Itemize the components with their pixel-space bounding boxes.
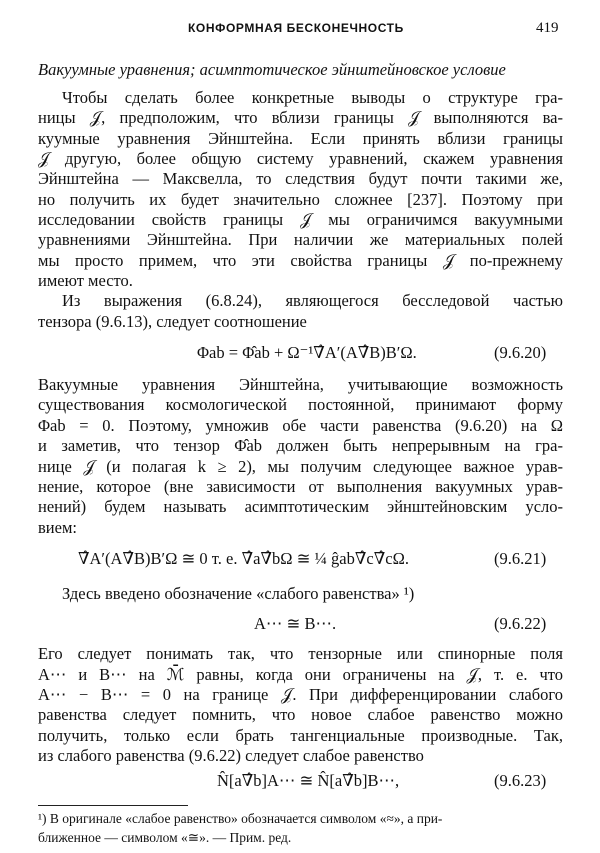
paragraph-line: A⋯ и B⋯ на ℳ̄ равны, когда они ограничены на 𝒥, т. е. что [38,665,563,684]
footnote-divider [38,805,188,806]
paragraph-line: и заметив, что тензор Φ̂ab должен быть непрерывным на гра- [38,436,563,455]
paragraph-line: Эйнштейна — Максвелла, то следствия будут почти такими же, [38,169,563,188]
paragraph-line: мы просто примем, что эти свойства границы 𝒥 по-прежнему [38,251,563,270]
paragraph-line: исследовании свойств границы 𝒥 мы ограничимся вакуумными [38,210,563,229]
equation-number: (9.6.23) [494,771,547,790]
paragraph-line: имеют место. [38,271,133,290]
paragraph-line: существования космологической постоянной, принимают форму [38,395,563,414]
paragraph-line: Его следует понимать так, что тензорные или спинорные поля [38,644,563,663]
paragraph-line: куумные уравнения Эйнштейна. Если принять вблизи границы [38,129,563,148]
equation-number: (9.6.22) [494,614,547,633]
running-title: КОНФОРМНАЯ БЕСКОНЕЧНОСТЬ [188,21,404,35]
section-heading: Вакуумные уравнения; асимптотическое эйнштейновское условие [38,60,506,79]
paragraph-line: Вакуумные уравнения Эйнштейна, учитывающие возможность [38,375,563,394]
footnote-line: ¹) В оригинале «слабое равенство» обозначается символом «≈», а при- [38,811,443,826]
paragraph-line: вием: [38,518,77,537]
equation-9-6-22: A⋯ ≅ B⋯. [254,614,337,633]
paragraph-line: нице 𝒥 (и полагая k ≥ 2), мы получим следующее важное урав- [38,457,563,476]
paragraph-line: из слабого равенства (9.6.22) следует слабое равенство [38,746,424,765]
page-header [0,21,600,41]
paragraph-line: но получить их будет значительно сложнее [237]. Поэтому при [38,190,563,209]
paragraph-line: 𝒥 другую, более общую систему уравнений, скажем уравнения [38,149,563,168]
paragraph-line: Φab = 0. Поэтому, умножив обе части равенства (9.6.20) на Ω [38,416,563,435]
paragraph-line: Чтобы сделать более конкретные выводы о структуре гра- [62,88,563,107]
equation-number: (9.6.20) [494,343,547,362]
paragraph-line: уравнениями Эйнштейна. При наличии же материальных полей [38,230,563,249]
paragraph-line: получить, только если брать тангенциальные производные. Так, [38,726,563,745]
paragraph-line: равенства следует помнить, что новое слабое равенство можно [38,705,563,724]
paragraph-line: Здесь введено обозначение «слабого равенства» ¹) [62,584,415,603]
paragraph-line: нений) будем называть асимптотическим эйнштейновским усло- [38,497,563,516]
equation-9-6-21: ∇̂A′(A∇̂B)B′Ω ≅ 0 т. е. ∇̂a∇̂bΩ ≅ ¼ ĝab∇̂c∇̂cΩ. [78,549,409,568]
footnote-line: ближенное — символом «≅». — Прим. ред. [38,830,292,845]
paragraph-line: ницы 𝒥, предположим, что вблизи границы 𝒥 выполняются ва- [38,108,563,127]
page-number: 419 [536,20,559,36]
paragraph-line: нение, которое (вне зависимости от выполнения вакуумных урав- [38,477,563,496]
equation-9-6-23: N̂[a∇̂b]A⋯ ≅ N̂[a∇̂b]B⋯, [217,771,400,790]
paragraph-line: Из выражения (6.8.24), являющегося бесследовой частью [62,291,563,310]
equation-number: (9.6.21) [494,549,547,568]
paragraph-line: A⋯ − B⋯ = 0 на границе 𝒥. При дифференцировании слабого [38,685,563,704]
paragraph-line: тензора (9.6.13), следует соотношение [38,312,307,331]
equation-9-6-20: Φab = Φ̂ab + Ω⁻¹∇̂A′(A∇̂B)B′Ω. [197,343,417,362]
